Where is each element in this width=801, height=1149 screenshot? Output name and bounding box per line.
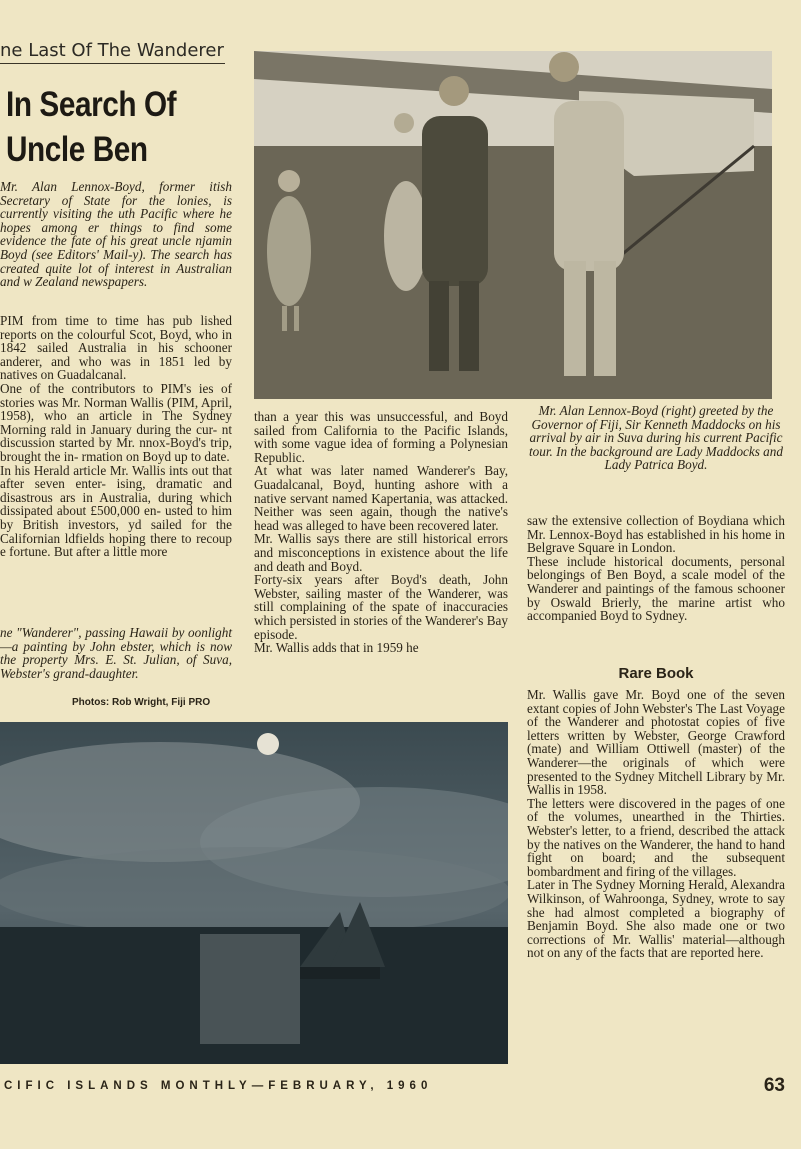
paragraph: These include historical documents, personal belongings of Ben Boyd, a scale model of the Wanderer and paintings of the famous schooner by Oswald Brierly, the marine artist who accompanied Boyd to Sydney. [527, 553, 785, 624]
subheading: Rare Book [618, 665, 694, 682]
painting-image [0, 722, 508, 1064]
painting-wanderer [0, 722, 508, 1064]
paragraph: In his Herald article Mr. Wallis ints out that after seven enter- ising, dramatic and disastrous ars in Australia, during which dissipated about £500,000 en- usted to him by British investors, yd sailed for the Californian ldfields hoping there to recoup e fortune. But after a little more [0, 462, 232, 560]
paragraph: Forty-six years after Boyd's death, John Webster, sailing master of the Wanderer, was still complaining of the spate of inaccuracies which persisted in stories of the Wanderer's Bay episode. [254, 572, 508, 642]
column-3-continued [527, 688, 785, 960]
painting-caption: ne "Wanderer", passing Hawaii by oonlight—a painting by John ebster, which is now the property Mrs. E. St. Julian, of Suva, Webster's grand-daughter. [0, 625, 232, 681]
paragraph: Mr. Wallis gave Mr. Boyd one of the seven extant copies of John Webster's The Last Voyage of the Wanderer and photostat copies of five letters written by Webster, George Crawford (mate) and William Ottiwell (master) of the Wanderer—the originals of which were presented to the Sydney Mitchell Library by Mr. Wallis in 1958. [527, 687, 785, 798]
paragraph: than a year this was unsuccessful, and Boyd sailed from California to the Pacific Islands, with some vague idea of forming a Polynesian Republic. [254, 409, 508, 465]
standfirst: Mr. Alan Lennox-Boyd, former itish Secretary of State for the lonies, is currently visiting the uth Pacific where he hopes among er things to find some evidence the fate of his great uncle njamin Boyd (see Editors' Mail-y). The search has created quite lot of interest in Australian and w Zealand newspapers. [0, 179, 232, 290]
photo-governor-greeting [254, 51, 772, 399]
paragraph: PIM from time to time has pub lished reports on the colourful Scot, Boyd, who in 1842 sailed Australia in his schooner anderer, and who was in 1851 led by natives on Guadalcanal. [0, 313, 232, 383]
paragraph: At what was later named Wanderer's Bay, Guadalcanal, Boyd, hunting ashore with a native servant named Kapertania, was attacked. Neither was seen again, though the native's head was alleged to have been recovered later. [254, 463, 508, 533]
column-1 [0, 314, 232, 559]
paragraph: saw the extensive collection of Boydiana which Mr. Lennox-Boyd has established in his home in Belgrave Square in London. [527, 513, 785, 556]
paragraph: Mr. Wallis adds that in 1959 he [254, 640, 419, 656]
page-number: 63 [763, 1075, 785, 1096]
paragraph: Mr. Wallis says there are still historical errors and misconceptions in existence about the life and death and Boyd. [254, 531, 508, 574]
paragraph: The letters were discovered in the pages of one of the volumes, unearthed in the Thirties. Webster's letter, to a friend, described the attack by the natives on the Wanderer, the hand to hand fight on board; and the subsequent bombardment and firing of the villages. [527, 795, 785, 879]
page-footer: CIFIC ISLANDS MONTHLY—FEBRUARY, 1960 [4, 1080, 433, 1092]
photo-caption: Mr. Alan Lennox-Boyd (right) greeted by the Governor of Fiji, Sir Kenneth Maddocks on his arrival by air in Suva during his current Pacific tour. In the background are Lady Maddocks and Lady Patrica Boyd. [529, 403, 783, 473]
column-2 [254, 410, 508, 655]
paragraph: Later in The Sydney Morning Herald, Alexandra Wilkinson, of Wahroonga, Sydney, wrote to say she had almost completed a biography of Benjamin Boyd. She also made one or two corrections of Mr. Wallis' material—although not on any of the facts that are reported here. [527, 877, 785, 961]
article-title: In Search Of Uncle Ben [6, 85, 177, 169]
section-header: ne Last Of The Wanderer [0, 40, 225, 64]
photo-image [254, 51, 772, 399]
photo-credit: Photos: Rob Wright, Fiji PRO [72, 697, 211, 708]
paragraph: One of the contributors to PIM's ies of stories was Mr. Norman Wallis (PIM, April, 1958), who an article in The Sydney Morning rald in January during the cur- nt discussion started by Mr. nnox-Boyd's trip, brought the in- rmation on Boyd up to date. [0, 380, 232, 464]
column-3 [527, 514, 785, 623]
